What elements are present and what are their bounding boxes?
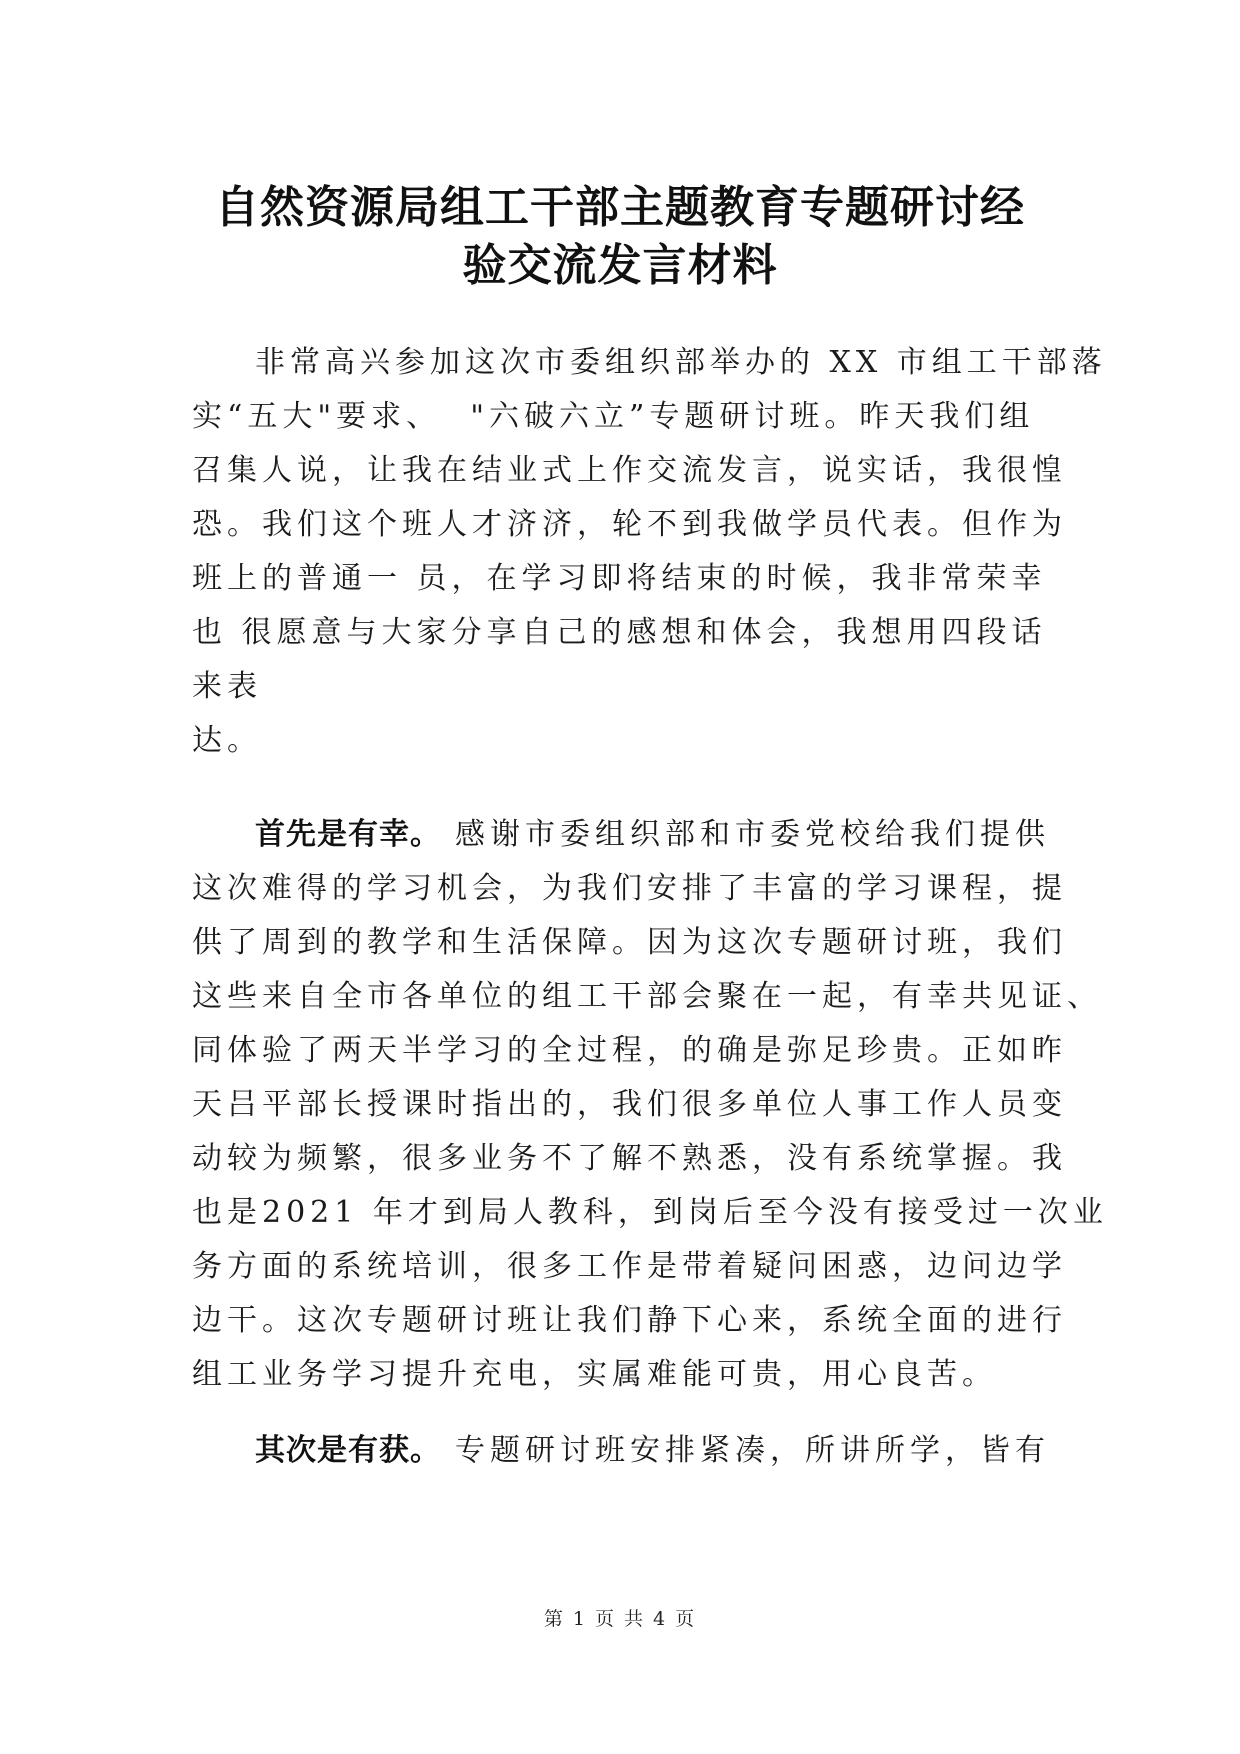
text-line: 来表 (192, 669, 262, 704)
paragraph-text: 专题研讨班安排紧凑，所讲所学，皆有 (455, 1433, 1050, 1468)
text-line: 实“五大"要求、 "六破六立”专题研讨班。昨天我们组 (192, 399, 1035, 434)
text-line: 也是2021 年才到局人教科，到岗后至今没有接受过一次业 (192, 1195, 1108, 1230)
document-title-line-1: 自然资源局组工干部主题教育专题研讨经 (215, 182, 1025, 233)
document-title-line-2: 验交流发言材料 (462, 240, 778, 291)
text-line: 供了周到的教学和生活保障。因为这次专题研讨班，我们 (192, 925, 1067, 960)
text-line: 非常高兴参加这次市委组织部举办的 XX 市组工干部落 (255, 345, 1107, 380)
text-line: 动较为频繁，很多业务不了解不熟悉，没有系统掌握。我 (192, 1141, 1067, 1176)
text-line: 达。 (192, 723, 262, 758)
text-line: 边干。这次专题研讨班让我们静下心来，系统全面的进行 (192, 1303, 1067, 1338)
paragraph-lead: 其次是有获。 (255, 1433, 441, 1468)
text-line: 这些来自全市各单位的组工干部会聚在一起，有幸共见证、 (192, 979, 1102, 1014)
text-line (255, 1431, 1050, 1471)
text-line: 组工业务学习提升充电，实属难能可贵，用心良苦。 (192, 1357, 997, 1392)
text-line: 班上的普通一 员，在学习即将结束的时候，我非常荣幸 (192, 561, 1047, 596)
text-line: 同体验了两天半学习的全过程，的确是弥足珍贵。正如昨 (192, 1033, 1067, 1068)
text-line: 这次难得的学习机会，为我们安排了丰富的学习课程，提 (192, 871, 1067, 906)
text-line: 务方面的系统培训，很多工作是带着疑问困惑，边问边学 (192, 1249, 1067, 1284)
paragraph-text: 感谢市委组织部和市委党校给我们提供 (455, 817, 1050, 852)
text-line: 也 很愿意与大家分享自己的感想和体会，我想用四段话 (192, 615, 1047, 650)
text-line: 天吕平部长授课时指出的，我们很多单位人事工作人员变 (192, 1087, 1067, 1122)
text-line: 恐。我们这个班人才济济，轮不到我做学员代表。但作为 (192, 507, 1067, 542)
text-line: 召集人说，让我在结业式上作交流发言，说实话，我很惶 (192, 453, 1067, 488)
paragraph-lead: 首先是有幸。 (255, 817, 441, 852)
text-line (255, 815, 1050, 855)
page-number: 第 1 页 共 4 页 (543, 1608, 697, 1630)
